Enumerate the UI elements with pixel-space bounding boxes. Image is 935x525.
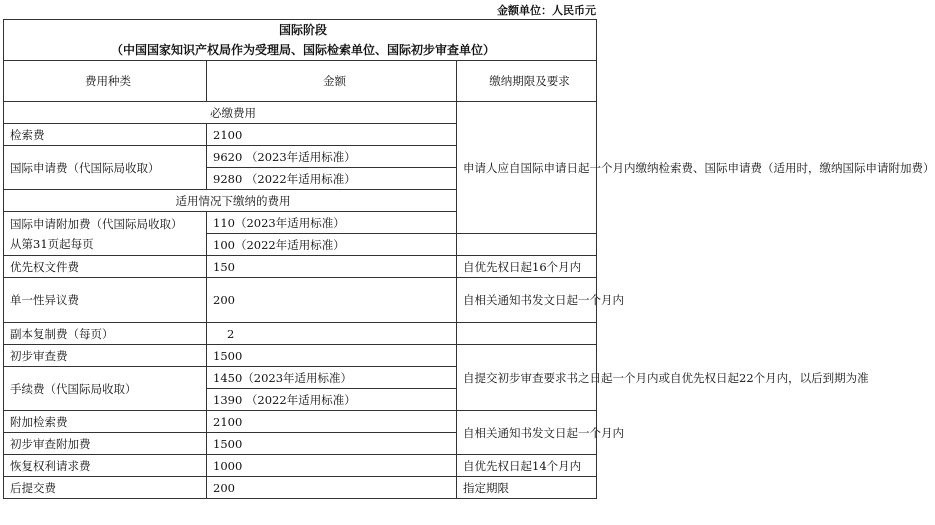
fee-name-priority-doc: 优先权文件费 bbox=[4, 256, 207, 278]
fee-amount-prelim-exam-extra: 1500 bbox=[207, 433, 457, 455]
table-row bbox=[4, 345, 597, 367]
fee-name-restoration: 恢复权利请求费 bbox=[4, 455, 207, 477]
fee-amount-handling-2022: 1390 （2022年适用标准） bbox=[207, 389, 457, 411]
table-row bbox=[4, 411, 597, 433]
fee-name-intl-filing-extra-line2: 从第31页起每页 bbox=[10, 236, 94, 251]
deadline-priority-doc: 自优先权日起16个月内 bbox=[457, 256, 597, 278]
fee-name-intl-filing: 国际申请费（代国际局收取） bbox=[4, 146, 207, 190]
table-row bbox=[4, 278, 597, 323]
section-conditional: 适用情况下缴纳的费用 bbox=[4, 190, 457, 212]
deadline-prelim-exam: 自提交初步审查要求书之日起一个月内或自优先权日起22个月内，以后到期为准 bbox=[457, 345, 597, 411]
deadline-late-submission: 指定期限 bbox=[457, 477, 597, 499]
header-row bbox=[4, 61, 597, 102]
fee-name-prelim-exam: 初步审查费 bbox=[4, 345, 207, 367]
fee-name-additional-search: 附加检索费 bbox=[4, 411, 207, 433]
fee-amount-intl-filing-extra-2023: 110（2023年适用标准） bbox=[207, 212, 457, 234]
header-deadline: 缴纳期限及要求 bbox=[457, 61, 597, 102]
deadline-unity-protest: 自相关通知书发文日起一个月内 bbox=[457, 278, 597, 323]
fee-amount-intl-filing-2022: 9280 （2022年适用标准） bbox=[207, 168, 457, 190]
title-row bbox=[4, 20, 597, 61]
deadline-restoration: 自优先权日起14个月内 bbox=[457, 455, 597, 477]
fee-name-search: 检索费 bbox=[4, 124, 207, 146]
fee-table bbox=[3, 19, 935, 499]
fee-name-intl-filing-extra bbox=[4, 212, 207, 256]
deadline-additional: 自相关通知书发文日起一个月内 bbox=[457, 411, 597, 455]
table-row bbox=[4, 102, 597, 124]
table-row bbox=[4, 256, 597, 278]
fee-amount-priority-doc: 150 bbox=[207, 256, 457, 278]
header-fee-type: 费用种类 bbox=[4, 61, 207, 102]
fee-name-copy: 副本复制费（每页） bbox=[4, 323, 207, 345]
currency-unit-label: 金额单位：人民币元 bbox=[497, 4, 596, 17]
fee-amount-prelim-exam: 1500 bbox=[207, 345, 457, 367]
fee-name-intl-filing-extra-line1: 国际申请附加费（代国际局收取） bbox=[10, 216, 183, 231]
table-row bbox=[4, 455, 597, 477]
deadline-mandatory: 申请人应自国际申请日起一个月内缴纳检索费、国际申请费（适用时，缴纳国际申请附加费） bbox=[457, 102, 597, 234]
fee-amount-intl-filing-2023: 9620 （2023年适用标准） bbox=[207, 146, 457, 168]
header-amount: 金额 bbox=[207, 61, 457, 102]
fee-amount-additional-search: 2100 bbox=[207, 411, 457, 433]
section-mandatory: 必缴费用 bbox=[4, 102, 457, 124]
fee-name-handling: 手续费（代国际局收取） bbox=[4, 367, 207, 411]
fee-name-prelim-exam-extra: 初步审查附加费 bbox=[4, 433, 207, 455]
fee-amount-restoration: 1000 bbox=[207, 455, 457, 477]
deadline-copy-empty bbox=[457, 323, 597, 345]
fee-amount-handling-2023: 1450（2023年适用标准） bbox=[207, 367, 457, 389]
fee-amount-unity-protest: 200 bbox=[207, 278, 457, 323]
deadline-empty bbox=[457, 234, 597, 256]
fee-amount-intl-filing-extra-2022: 100（2022年适用标准） bbox=[207, 234, 457, 256]
fee-amount-copy: 2 bbox=[207, 323, 457, 345]
table-title bbox=[4, 20, 597, 61]
table-row bbox=[4, 477, 597, 499]
fee-amount-late-submission: 200 bbox=[207, 477, 457, 499]
fee-amount-search: 2100 bbox=[207, 124, 457, 146]
table-title-main: 国际阶段 bbox=[279, 23, 328, 37]
fee-name-late-submission: 后提交费 bbox=[4, 477, 207, 499]
table-row bbox=[4, 323, 597, 345]
table-title-sub: （中国国家知识产权局作为受理局、国际检索单位、国际初步审查单位） bbox=[111, 43, 496, 57]
fee-name-unity-protest: 单一性异议费 bbox=[4, 278, 207, 323]
